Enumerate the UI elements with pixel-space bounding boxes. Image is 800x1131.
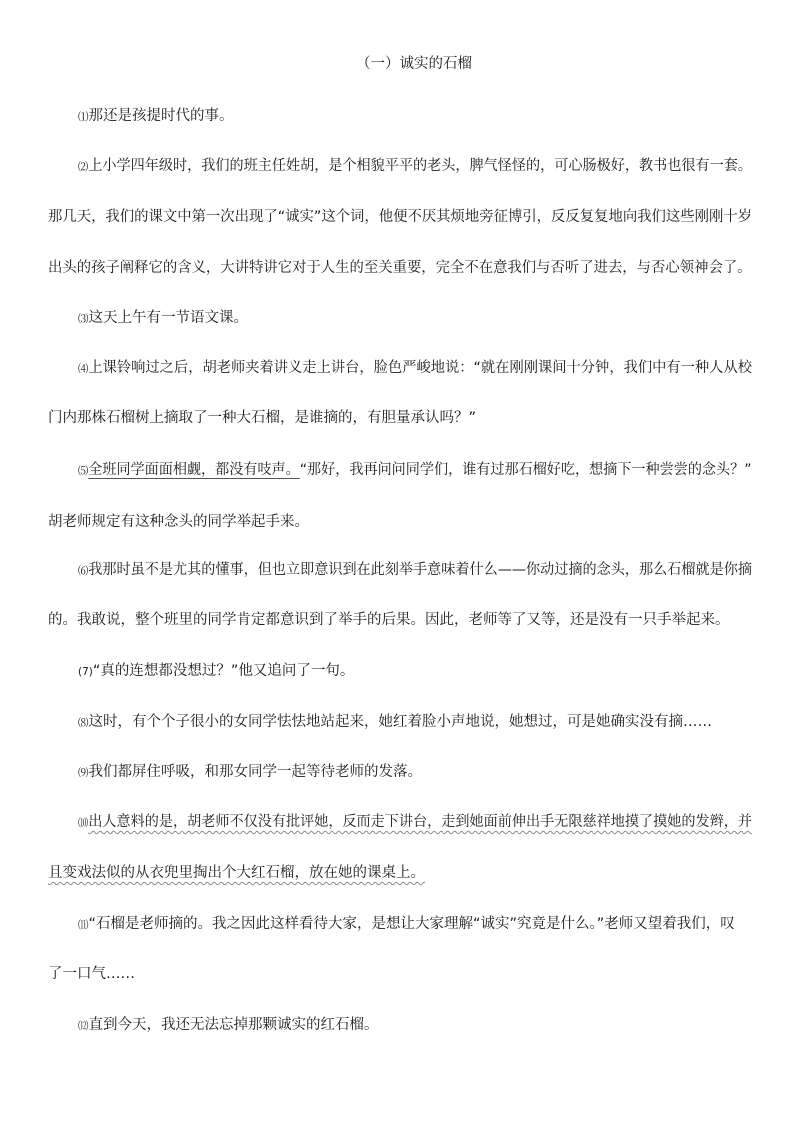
paragraph-number: ⑷ [78, 363, 89, 375]
paragraph-10-line-2 [48, 861, 425, 882]
paragraph-12 [78, 1013, 379, 1034]
paragraph-10 [78, 810, 752, 831]
paragraph-11 [78, 912, 735, 933]
paragraph-number: ⑴ [78, 111, 89, 123]
paragraph-text: 我那时虽不是尤其的懂事，但也立即意识到在此刻举手意味着什么——你动过摘的念头，那么石榴就是你摘 [88, 562, 753, 578]
paragraph-2-line-3: 出头的孩子阐释它的含义，大讲特讲它对于人生的至关重要，完全不在意我们与否听了进去，与否心领神会了。 [48, 260, 752, 276]
paragraph-number: ⑹ [78, 565, 89, 577]
paragraph-text: 我们都屏住呼吸，和那女同学一起等待老师的发落。 [88, 764, 422, 780]
paragraph-8 [78, 710, 712, 731]
paragraph-2 [78, 154, 752, 175]
paragraph-4 [78, 356, 752, 377]
paragraph-2-line-2: 那几天，我们的课文中第一次出现了“诚实”这个词，他便不厌其烦地旁征博引，反反复复地向我们这些刚刚十岁 [48, 209, 753, 225]
wavy-underlined-text: 且变戏法似的从衣兜里掏出个大红石榴，放在她的课桌上。 [48, 865, 425, 881]
paragraph-text: 上小学四年级时，我们的班主任姓胡，是个相貌平平的老头，脾气怪怪的，可心肠极好，教书也很有一套。 [88, 158, 753, 174]
paragraph-11-line-2: 了一口气…… [48, 966, 135, 982]
paragraph-text: “真的连想都没想过？”他又追问了一句。 [92, 663, 355, 679]
paragraph-9 [78, 760, 422, 781]
paragraph-3 [78, 306, 248, 327]
paragraph-number: ⑸ [78, 465, 89, 477]
paragraph-number: ⑽ [78, 817, 89, 829]
paragraph-number: ⑶ [78, 313, 89, 325]
page-title: （一）诚实的石榴 [356, 56, 472, 72]
paragraph-text: 直到今天，我还无法忘掉那颗诚实的红石榴。 [88, 1017, 379, 1033]
paragraph-5-line-2: 胡老师规定有这种念头的同学举起手来。 [48, 514, 309, 530]
paragraph-6-line-2: 的。我敢说，整个班里的同学肯定都意识到了举手的后果。因此，老师等了又等，还是没有一只手举起来。 [48, 612, 730, 628]
underlined-sentence: 全班同学面面相觑，都没有吱声。 [88, 462, 300, 478]
paragraph-number: ⑵ [78, 161, 89, 173]
wavy-underlined-text: 出人意料的是，胡老师不仅没有批评她，反而走下讲台，走到她面前伸出手无限慈祥地摸了摸她的发辫，并 [88, 814, 753, 830]
paragraph-1 [78, 104, 234, 125]
paragraph-text: “石榴是老师摘的。我之因此这样看待大家，是想让大家理解“诚实”究竟是什么。”老师又望着我们，叹 [88, 916, 735, 932]
paragraph-number: (7) [78, 666, 93, 678]
paragraph-number: ⑾ [78, 919, 89, 931]
paragraph-text: 上课铃响过之后，胡老师夹着讲义走上讲台，脸色严峻地说：“就在刚刚课间十分钟，我们中有一种人从校 [88, 360, 752, 376]
paragraph-number: ⑼ [78, 767, 89, 779]
paragraph-text: 那还是孩提时代的事。 [88, 108, 234, 124]
paragraph-7 [78, 659, 354, 680]
paragraph-number: ⑻ [78, 717, 89, 729]
paragraph-text: 这天上午有一节语文课。 [88, 310, 248, 326]
paragraph-4-line-2: 门内那株石榴树上摘取了一种大石榴，是谁摘的，有胆量承认吗？” [48, 410, 477, 426]
paragraph-number: ⑿ [78, 1020, 89, 1032]
paragraph-text: “那好，我再问问同学们，谁有过那石榴好吃，想摘下一种尝尝的念头？” [299, 462, 752, 478]
paragraph-6 [78, 558, 752, 579]
paragraph-5 [78, 458, 752, 479]
paragraph-text: 这时，有个个子很小的女同学怯怯地站起来，她红着脸小声地说，她想过，可是她确实没有摘…… [88, 714, 712, 730]
